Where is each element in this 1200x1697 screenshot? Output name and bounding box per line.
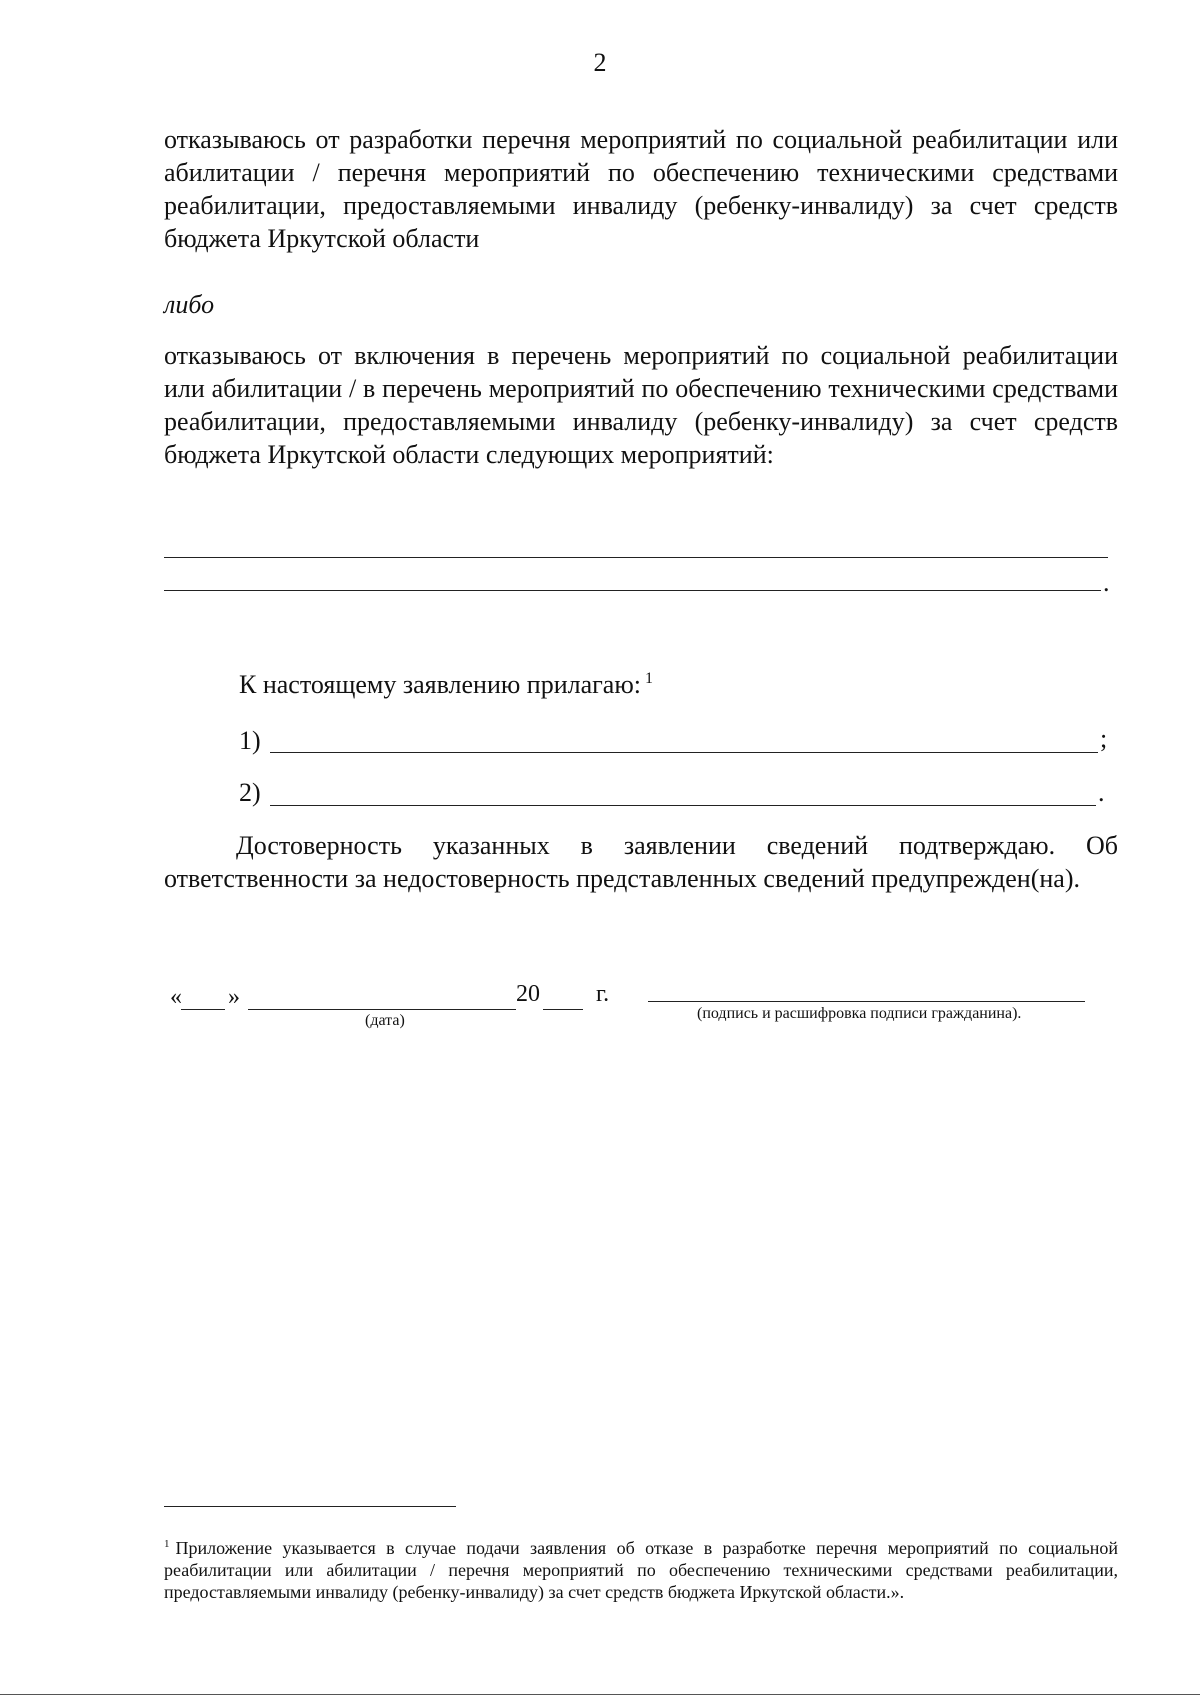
- page-number: 2: [593, 48, 607, 77]
- footnote-reference: 1: [645, 670, 653, 687]
- year-suffix: г.: [596, 981, 610, 1007]
- year-blank-line[interactable]: [543, 1009, 583, 1010]
- attachments-title: [239, 670, 653, 700]
- month-blank-line[interactable]: [248, 1009, 516, 1010]
- attachment-number-2: 2): [239, 778, 261, 807]
- confirmation-paragraph: Достоверность указанных в заявлении сведений подтверждаю. Об ответственности за недостоверность представленных сведений предупрежден(на).: [164, 831, 1118, 893]
- measures-blank-line-2[interactable]: [164, 590, 1101, 591]
- refuse-development-paragraph: отказываюсь от разработки перечня мероприятий по социальной реабилитации или абилитации / перечня мероприятий по обеспечению техническими средствами реабилитации, предоставляемыми инвалиду (ребенку-инвалиду) за счет средств бюджета Иркутской области: [164, 125, 1118, 253]
- measures-end-mark: .: [1103, 568, 1110, 597]
- day-blank-line[interactable]: [181, 1009, 225, 1010]
- footnote: [164, 1533, 1118, 1603]
- footnote-separator: [164, 1506, 456, 1507]
- either-word: либо: [164, 290, 215, 319]
- refuse-inclusion-paragraph: отказываюсь от включения в перечень мероприятий по социальной реабилитации или абилитации / в перечень мероприятий по обеспечению техническими средствами реабилитации, предоставляемыми инвалиду (ребенку-инвалиду) за счет средств бюджета Иркутской области следующих мероприятий:: [164, 341, 1118, 469]
- attachment-end-mark-2: .: [1098, 778, 1105, 807]
- date-caption: (дата): [365, 1012, 405, 1029]
- attachment-end-mark-1: ;: [1100, 724, 1108, 753]
- year-prefix: 20: [516, 981, 540, 1007]
- footnote-marker: 1: [164, 1538, 170, 1550]
- date-close-quote: »: [228, 984, 240, 1010]
- measures-blank-line-1[interactable]: [164, 557, 1108, 558]
- attachments-title-text: К настоящему заявлению прилагаю:: [239, 670, 641, 699]
- signature-line[interactable]: [648, 1001, 1085, 1002]
- attachment-blank-line-2[interactable]: [270, 805, 1096, 806]
- signature-caption: (подпись и расшифровка подписи гражданина).: [697, 1005, 1022, 1022]
- attachment-blank-line-1[interactable]: [270, 752, 1098, 753]
- date-open-quote: «: [170, 984, 182, 1010]
- attachment-number-1: 1): [239, 726, 261, 755]
- scan-bottom-edge: [0, 1694, 1200, 1695]
- footnote-text: Приложение указывается в случае подачи заявления об отказе в разработке перечня мероприятий по социальной реабилитации или абилитации / перечня мероприятий по обеспечению техническими средствами реабилитации, предоставляемыми инвалиду (ребенку-инвалиду) за счет средств бюджета Иркутской области.».: [164, 1538, 1118, 1602]
